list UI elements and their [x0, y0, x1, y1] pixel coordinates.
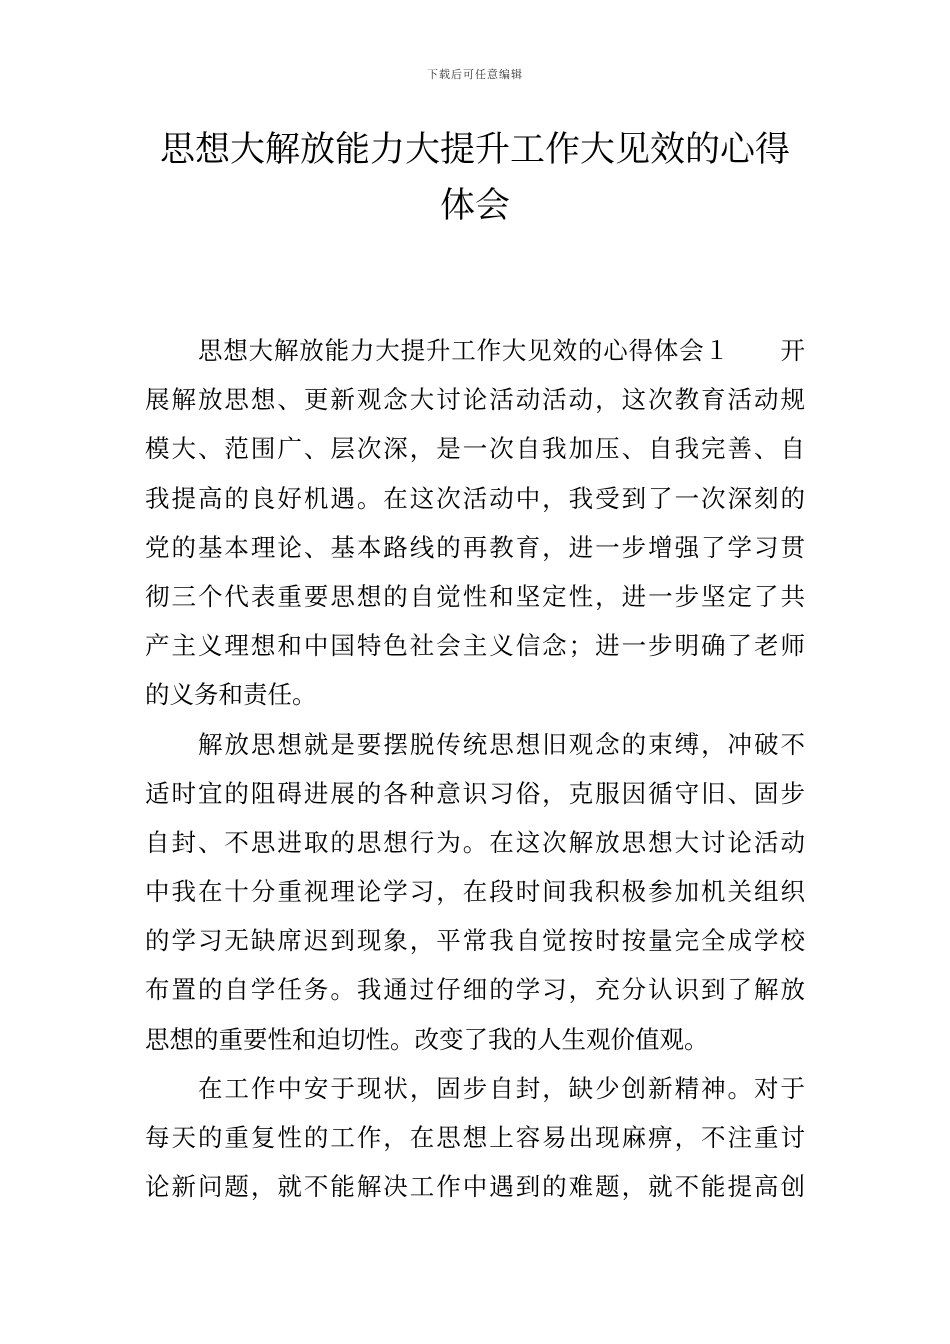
paragraph-1-line: 模大、范围广、层次深，是一次自我加压、自我完善、自: [145, 434, 805, 464]
paragraph-2-line: 自封、不思进取的思想行为。在这次解放思想大讨论活动: [145, 827, 805, 857]
paragraph-1-line: 思想大解放能力大提升工作大见效的心得体会１ 开: [198, 336, 805, 365]
paragraph-1-line: 党的基本理论、基本路线的再教育，进一步增强了学习贯: [145, 532, 805, 562]
document-title: [145, 122, 805, 234]
paragraph-2-line: 的学习无缺席迟到现象，平常我自觉按时按量完全成学校: [145, 926, 805, 956]
paragraph-1-line: 彻三个代表重要思想的自觉性和坚定性，进一步坚定了共: [145, 581, 805, 611]
paragraph-2-line: 适时宜的阻碍进展的各种意识习俗，克服因循守旧、固步: [145, 778, 805, 808]
title-line-2: 体会: [439, 186, 510, 226]
document-body: [145, 326, 805, 1211]
paragraph-3-line: 论新问题，就不能解决工作中遇到的难题，就不能提高创: [145, 1172, 805, 1202]
paragraph-1-line: 产主义理想和中国特色社会主义信念；进一步明确了老师: [145, 631, 805, 661]
paragraph-3-line: 在工作中安于现状，固步自封，缺少创新精神。对于: [198, 1073, 805, 1103]
header-note: 下载后可任意编辑: [427, 68, 523, 81]
paragraph-3-line: 每天的重复性的工作，在思想上容易出现麻痹，不注重讨: [145, 1123, 805, 1152]
paragraph-1-line: 的义务和责任。: [145, 680, 317, 710]
paragraph-2-line: 中我在十分重视理论学习，在段时间我积极参加机关组织: [145, 877, 805, 907]
paragraph-2-line: 解放思想就是要摆脱传统思想旧观念的束缚，冲破不: [198, 729, 805, 759]
paragraph-1-line: 我提高的良好机遇。在这次活动中，我受到了一次深刻的: [145, 483, 805, 513]
paragraph-1-line: 展解放思想、更新观念大讨论活动活动，这次教育活动规: [145, 385, 805, 415]
title-line-1: 思想大解放能力大提升工作大见效的心得: [159, 130, 790, 170]
paragraph-2-line: 布置的自学任务。我通过仔细的学习，充分认识到了解放: [145, 975, 805, 1005]
paragraph-2-line: 思想的重要性和迫切性。改变了我的人生观价值观。: [145, 1024, 709, 1054]
